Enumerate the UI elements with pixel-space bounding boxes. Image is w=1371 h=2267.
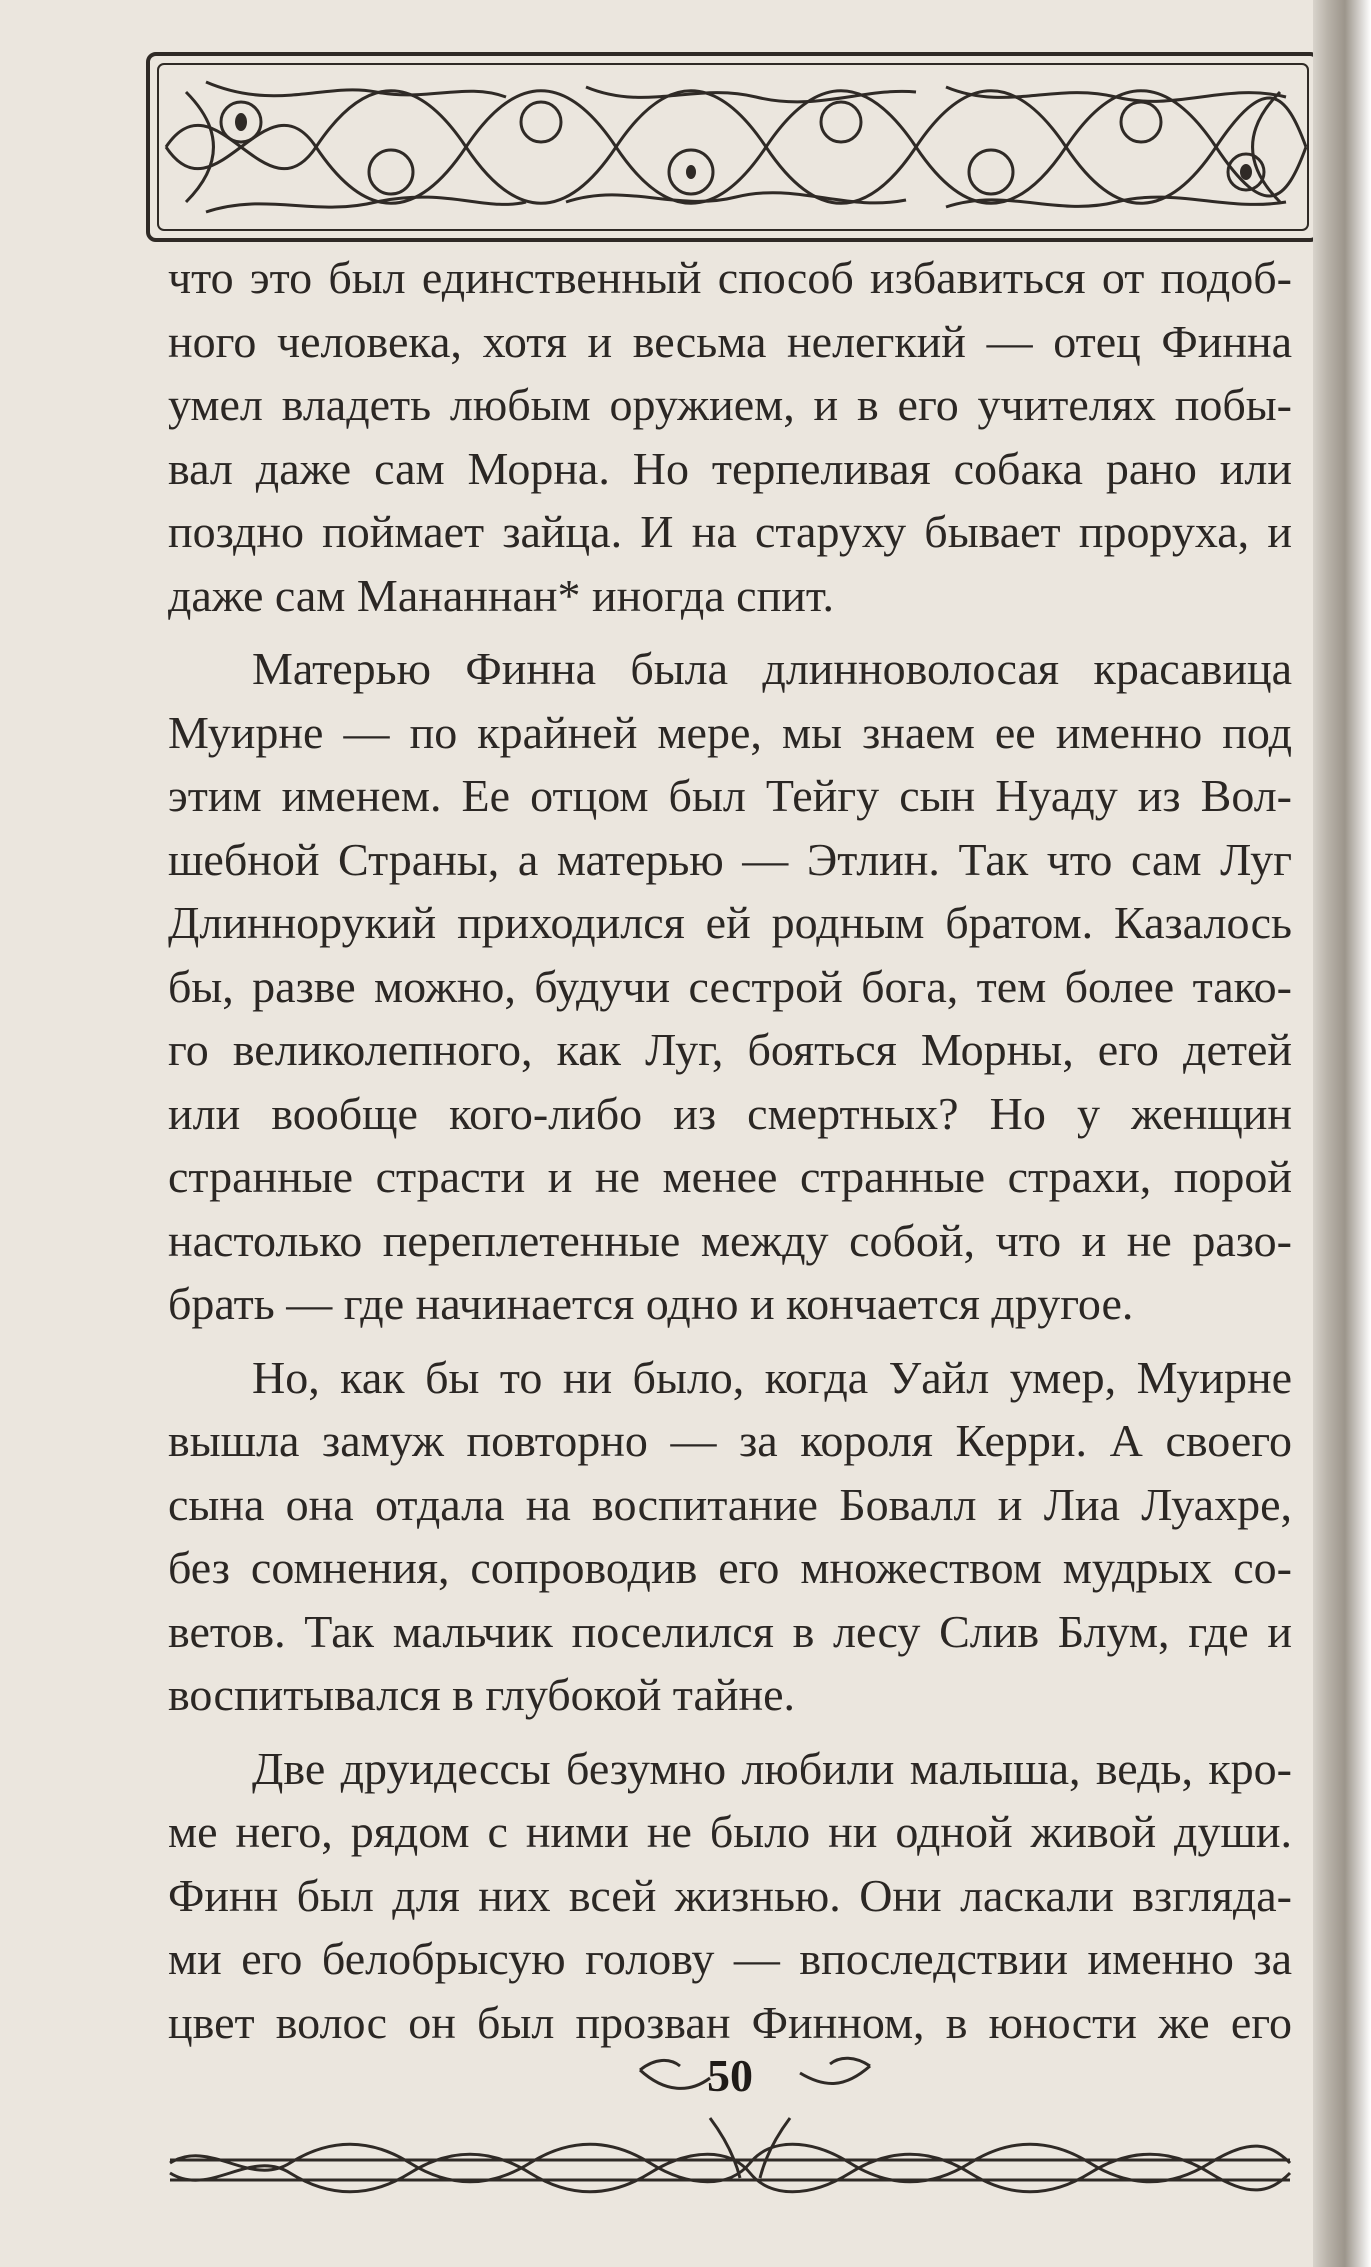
body-text	[168, 246, 1292, 2054]
text-line: цвет волос он был прозван Финном, в юности же его	[168, 1996, 1292, 2048]
text-line: вышла замуж повторно — за короля Керри. А своего	[168, 1415, 1292, 1466]
text-line: что это был единственный способ избавиться от подоб-	[168, 252, 1292, 303]
text-line: брать — где начинается одно и кончается другое.	[168, 1278, 1134, 1329]
text-line: сына она отдала на воспитание Бовалл и Лиа Луахре,	[168, 1478, 1292, 1530]
celtic-knot-header-ornament	[146, 52, 1320, 242]
page-number: 50	[707, 2050, 753, 2101]
text-line: этим именем. Ее отцом был Тейгу сын Нуаду из Вол-	[168, 770, 1292, 821]
text-line: ме него, рядом с ними не было ни одной живой души.	[168, 1806, 1292, 1857]
text-line: умел владеть любым оружием, и в его учителях побы-	[168, 379, 1292, 430]
text-line: Муирне — по крайней мере, мы знаем ее именно под	[168, 706, 1292, 758]
text-line: Длиннорукий приходился ей родным братом. Казалось	[168, 897, 1292, 948]
text-line: шебной Страны, а матерью — Этлин. Так что сам Луг	[168, 833, 1292, 885]
text-line: го великолепного, как Луг, бояться Морны, его детей	[168, 1024, 1292, 1075]
celtic-knot-icon	[146, 52, 1320, 242]
paragraph-3	[168, 1346, 1292, 1727]
text-line: Две друидессы безумно любили малыша, ведь, кро-	[252, 1742, 1292, 1794]
text-line: Но, как бы то ни было, когда Уайл умер, Муирне	[252, 1351, 1292, 1403]
text-line: Финн был для них всей жизнью. Они ласкали взгляда-	[168, 1869, 1292, 1921]
text-line: даже сам Мананнан* иногда спит.	[168, 569, 834, 621]
text-line: без сомнения, сопроводив его множеством мудрых со-	[168, 1542, 1292, 1593]
text-line: вал даже сам Морна. Но терпеливая собака рано или	[168, 442, 1292, 494]
page-edge	[1313, 0, 1371, 2267]
paragraph-1	[168, 246, 1292, 627]
text-line: настолько переплетенные между собой, что и не разо-	[168, 1214, 1292, 1266]
text-line: ного человека, хотя и весьма нелегкий — отец Финна	[168, 315, 1292, 367]
text-line: поздно поймает зайца. И на старуху бывает проруха, и	[168, 506, 1292, 557]
text-line: ветов. Так мальчик поселился в лесу Слив Блум, где и	[168, 1605, 1292, 1657]
text-line: странные страсти и не менее странные страхи, порой	[168, 1151, 1292, 1202]
text-line: воспитывался в глубокой тайне.	[168, 1669, 796, 1720]
text-line: Матерью Финна была длинноволосая красавица	[252, 643, 1292, 694]
text-line: или вообще кого-либо из смертных? Но у женщин	[168, 1087, 1292, 1139]
paragraph-2	[168, 637, 1292, 1336]
text-line: ми его белобрысую голову — впоследствии именно за	[168, 1933, 1292, 1984]
paragraph-4	[168, 1737, 1292, 2055]
text-line: бы, разве можно, будучи сестрой бога, тем более тако-	[168, 960, 1292, 1012]
